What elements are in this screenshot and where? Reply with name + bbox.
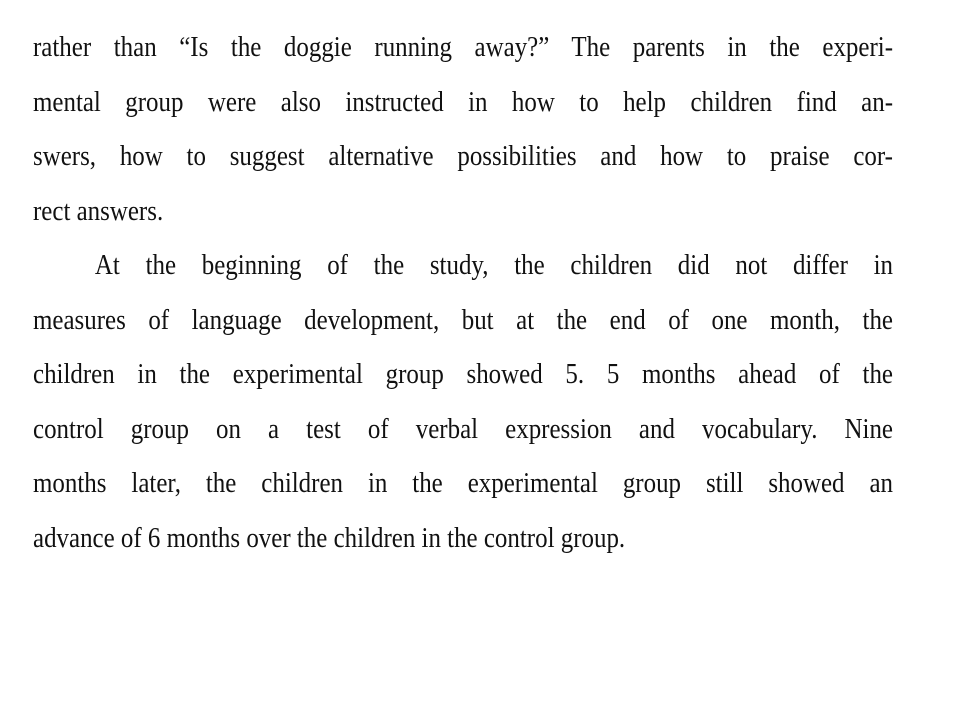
text-line: measures of language development, but at the end of one month, the xyxy=(33,303,893,336)
text-line: At the beginning of the study, the children did not differ in xyxy=(94,249,894,281)
body-text xyxy=(33,20,893,565)
text-line: rect answers. xyxy=(33,194,164,227)
text-line: control group on a test of verbal expression and vocabulary. Nine xyxy=(33,412,893,445)
paragraph-2 xyxy=(33,238,893,565)
text-line: rather than “Is the doggie running away?” The parents in the experi- xyxy=(33,31,893,63)
text-line: months later, the children in the experimental group still showed an xyxy=(33,467,893,499)
text-line: children in the experimental group showed 5. 5 months ahead of the xyxy=(33,358,893,390)
text-line: mental group were also instructed in how to help children find an- xyxy=(33,85,893,118)
text-line: advance of 6 months over the children in the control group. xyxy=(33,521,626,554)
paragraph-1 xyxy=(33,20,893,238)
text-line: swers, how to suggest alternative possibilities and how to praise cor- xyxy=(33,140,893,172)
